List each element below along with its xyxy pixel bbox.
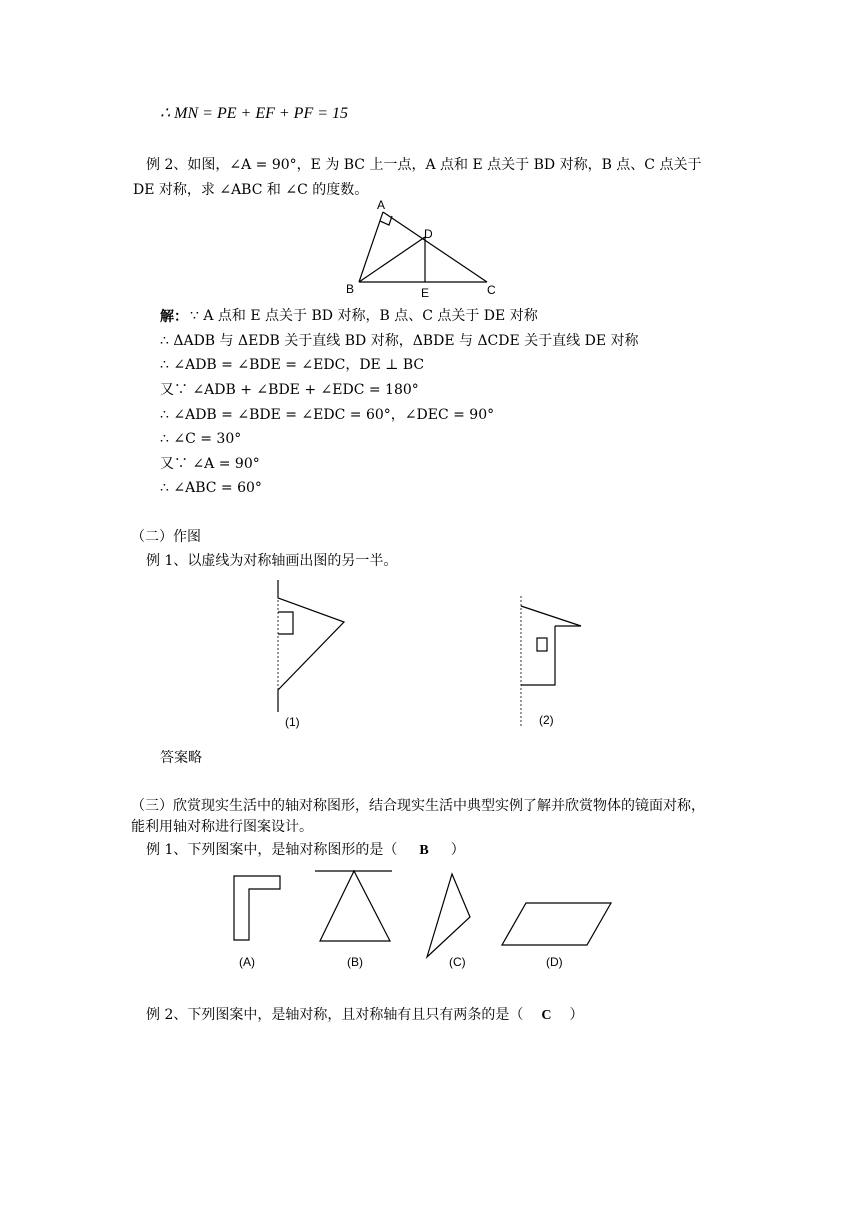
- answer-note: 答案略: [160, 750, 202, 766]
- option-c-label: (C): [449, 955, 466, 969]
- solution-line-3: ∴ ∠ADB = ∠BDE = ∠EDC，DE ⊥ BC: [160, 357, 425, 373]
- solution-line-6: ∴ ∠C = 30°: [160, 431, 242, 447]
- option-b-label: (B): [347, 955, 363, 969]
- segment-bd: [359, 237, 425, 282]
- section-3-heading-line-1: （三）欣赏现实生活中的轴对称图形，结合现实生活中典型实例了解并欣赏物体的镜面对称，: [131, 798, 705, 814]
- section-3-example-1: [146, 840, 465, 861]
- solution-label: 解：: [160, 309, 188, 325]
- label-c: C: [487, 283, 496, 297]
- example-2-text-line-2: DE 对称，求 ∠ABC 和 ∠C 的度数。: [133, 182, 369, 198]
- figure-1-window: [278, 612, 293, 634]
- option-a-label: (A): [239, 955, 255, 969]
- example-1-answer: B: [419, 843, 429, 858]
- example-2-answer: C: [541, 1008, 552, 1023]
- example-2-close: ）: [569, 1007, 584, 1023]
- option-b-shape: [320, 871, 390, 941]
- example-2-question: 例 2、下列图案中，是轴对称，且对称轴有且只有两条的是（: [146, 1007, 524, 1023]
- option-c-shape: [427, 874, 470, 957]
- segment-ac: [383, 212, 487, 282]
- figure-1-shape: [278, 580, 344, 712]
- option-d-label: (D): [546, 955, 563, 969]
- section-2-example: 例 1、以虚线为对称轴画出图的另一半。: [146, 553, 398, 569]
- example-1-close: ）: [450, 842, 465, 858]
- figure-2-roof: [521, 606, 581, 626]
- figure-1-label: (1): [285, 715, 300, 729]
- solution-line-2: ∴ ΔADB 与 ΔEDB 关于直线 BD 对称，ΔBDE 与 ΔCDE 关于直线 DE 对称: [160, 333, 639, 349]
- figure-2-window: [537, 638, 547, 651]
- example-2-text-line-1: 例 2、如图，∠A = 90°，E 为 BC 上一点，A 点和 E 点关于 BD 对称，B 点、C 点关于: [146, 157, 702, 173]
- label-a: A: [377, 198, 386, 212]
- label-e: E: [421, 286, 430, 300]
- example-1-question: 例 1、下列图案中，是轴对称图形的是（: [146, 842, 398, 858]
- label-b: B: [346, 282, 355, 296]
- right-angle-mark: [380, 216, 392, 225]
- label-d: D: [424, 227, 433, 241]
- figure-2-wall: [521, 626, 555, 685]
- option-d-shape: [502, 903, 611, 945]
- option-a-shape: [234, 876, 280, 940]
- solution-line-1: ∵ A 点和 E 点关于 BD 对称，B 点、C 点关于 DE 对称: [190, 308, 538, 324]
- solution-line-8: ∴ ∠ABC = 60°: [160, 480, 262, 496]
- figure-2-label: (2): [539, 713, 554, 727]
- solution-line-4: 又∵ ∠ADB + ∠BDE + ∠EDC = 180°: [160, 382, 419, 398]
- solution-line-5: ∴ ∠ADB = ∠BDE = ∠EDC = 60°，∠DEC = 90°: [160, 407, 495, 423]
- section-3-heading-line-2: 能利用轴对称进行图案设计。: [131, 819, 313, 835]
- conclusion-line: ∴ MN = PE + EF + PF = 15: [160, 105, 349, 122]
- solution-line-7: 又∵ ∠A = 90°: [160, 456, 260, 472]
- section-2-heading: （二）作图: [131, 529, 201, 545]
- segment-ab: [359, 212, 383, 282]
- section-3-example-2: [146, 1005, 583, 1026]
